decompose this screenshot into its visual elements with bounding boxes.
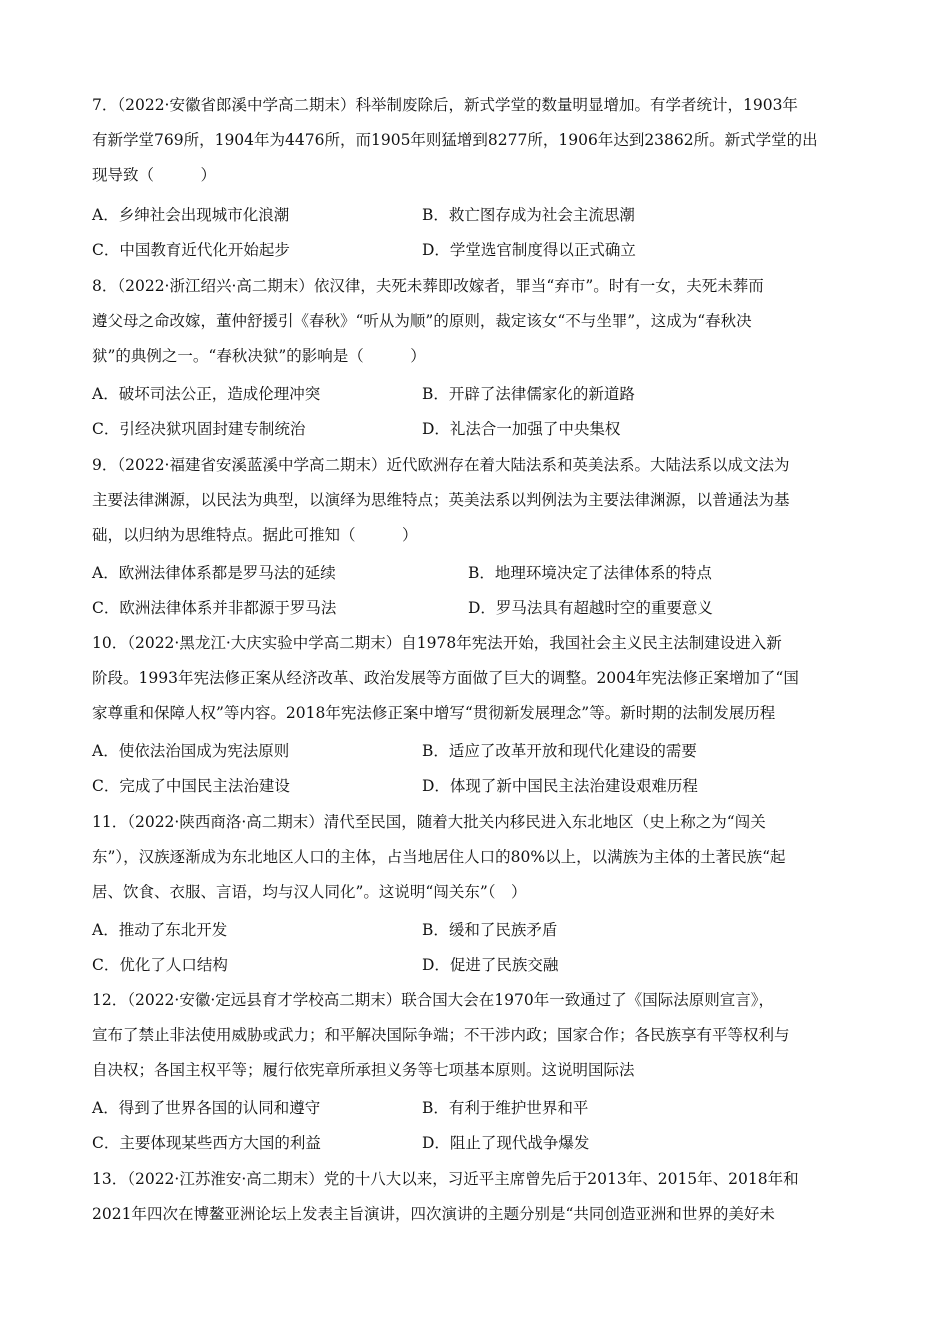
question-10-option-c[interactable]: C．完成了中国民主法治建设 [92, 777, 290, 795]
question-11-option-b[interactable]: B．缓和了民族矛盾 [422, 921, 558, 939]
question-13-line-2: 2021年四次在博鳌亚洲论坛上发表主旨演讲，四次演讲的主题分别是“共同创造亚洲和世界的美好未 [92, 1205, 775, 1223]
question-9-option-c[interactable]: C．欧洲法律体系并非都源于罗马法 [92, 599, 337, 617]
question-7-option-b[interactable]: B．救亡图存成为社会主流思潮 [422, 206, 635, 224]
question-12-line-2: 宣布了禁止非法使用威胁或武力；和平解决国际争端；不干涉内政；国家合作；各民族享有平等权利与 [92, 1026, 790, 1044]
question-10-option-a[interactable]: A．使依法治国成为宪法原则 [92, 742, 290, 760]
question-7-line-2: 有新学堂769所，1904年为4476所，而1905年则猛增到8277所，1906年达到23862所。新式学堂的出 [92, 131, 818, 149]
question-11-line-1: 11．（2022·陕西商洛·高二期末）清代至民国，随着大批关内移民进入东北地区（史上称之为“闯关 [92, 813, 766, 831]
question-10-line-3: 家尊重和保障人权”等内容。2018年宪法修正案中增写“贯彻新发展理念”等。新时期的法制发展历程 [92, 704, 776, 722]
question-7-option-d[interactable]: D．学堂选官制度得以正式确立 [422, 241, 636, 259]
question-7-line-3: 现导致（ ） [92, 166, 217, 184]
question-10-line-2: 阶段。1993年宪法修正案从经济改革、政治发展等方面做了巨大的调整。2004年宪法修正案增加了“国 [92, 669, 799, 687]
question-9-option-d[interactable]: D．罗马法具有超越时空的重要意义 [468, 599, 713, 617]
question-11-option-d[interactable]: D．促进了民族交融 [422, 956, 559, 974]
question-7-line-1: 7．（2022·安徽省郎溪中学高二期末）科举制废除后，新式学堂的数量明显增加。有学者统计，1903年 [92, 96, 798, 114]
question-7-option-a[interactable]: A．乡绅社会出现城市化浪潮 [92, 206, 290, 224]
question-11-option-a[interactable]: A．推动了东北开发 [92, 921, 228, 939]
question-8-option-d[interactable]: D．礼法合一加强了中央集权 [422, 420, 621, 438]
question-13-line-1: 13．（2022·江苏淮安·高二期末）党的十八大以来，习近平主席曾先后于2013年、2015年、2018年和 [92, 1170, 799, 1188]
question-10-option-b[interactable]: B．适应了改革开放和现代化建设的需要 [422, 742, 697, 760]
question-7-option-c[interactable]: C．中国教育近代化开始起步 [92, 241, 290, 259]
question-8-option-b[interactable]: B．开辟了法律儒家化的新道路 [422, 385, 635, 403]
question-9-option-b[interactable]: B．地理环境决定了法律体系的特点 [468, 564, 712, 582]
question-9-line-1: 9．（2022·福建省安溪蓝溪中学高二期末）近代欧洲存在着大陆法系和英美法系。大陆法系以成文法为 [92, 456, 790, 474]
question-9-option-a[interactable]: A．欧洲法律体系都是罗马法的延续 [92, 564, 336, 582]
question-11-line-2: 东”），汉族逐渐成为东北地区人口的主体，占当地居住人口的80%以上，以满族为主体的土著民族“起 [92, 848, 786, 866]
question-12-option-c[interactable]: C．主要体现某些西方大国的利益 [92, 1134, 321, 1152]
question-8-line-1: 8．（2022·浙江绍兴·高二期末）依汉律，夫死未葬即改嫁者，罪当“弃市”。时有一女，夫死未葬而 [92, 277, 764, 295]
question-12-option-d[interactable]: D．阻止了现代战争爆发 [422, 1134, 590, 1152]
question-12-option-a[interactable]: A．得到了世界各国的认同和遵守 [92, 1099, 321, 1117]
question-12-option-b[interactable]: B．有利于维护世界和平 [422, 1099, 589, 1117]
question-12-line-3: 自决权；各国主权平等；履行依宪章所承担义务等七项基本原则。这说明国际法 [92, 1061, 635, 1079]
question-9-line-3: 础，以归纳为思维特点。据此可推知（ ） [92, 526, 418, 544]
question-9-line-2: 主要法律渊源，以民法为典型，以演绎为思维特点；英美法系以判例法为主要法律渊源，以普通法为基 [92, 491, 790, 509]
question-8-line-2: 遵父母之命改嫁，董仲舒援引《春秋》“听从为顺”的原则，裁定该女“不与坐罪”，这成为“春秋决 [92, 312, 752, 330]
question-11-line-3: 居、饮食、衣服、言语，均与汉人同化”。这说明“闯关东”（ ） [92, 883, 527, 901]
question-10-option-d[interactable]: D．体现了新中国民主法治建设艰难历程 [422, 777, 698, 795]
question-8-option-a[interactable]: A．破坏司法公正，造成伦理冲突 [92, 385, 321, 403]
question-12-line-1: 12．（2022·安徽·定远县育才学校高二期末）联合国大会在1970年一致通过了《国际法原则宣言》， [92, 991, 774, 1009]
question-10-line-1: 10．（2022·黑龙江·大庆实验中学高二期末）自1978年宪法开始，我国社会主义民主法制建设进入新 [92, 634, 782, 652]
question-8-line-3: 狱”的典例之一。“春秋决狱”的影响是（ ） [92, 347, 426, 365]
question-8-option-c[interactable]: C．引经决狱巩固封建专制统治 [92, 420, 306, 438]
question-11-option-c[interactable]: C．优化了人口结构 [92, 956, 228, 974]
